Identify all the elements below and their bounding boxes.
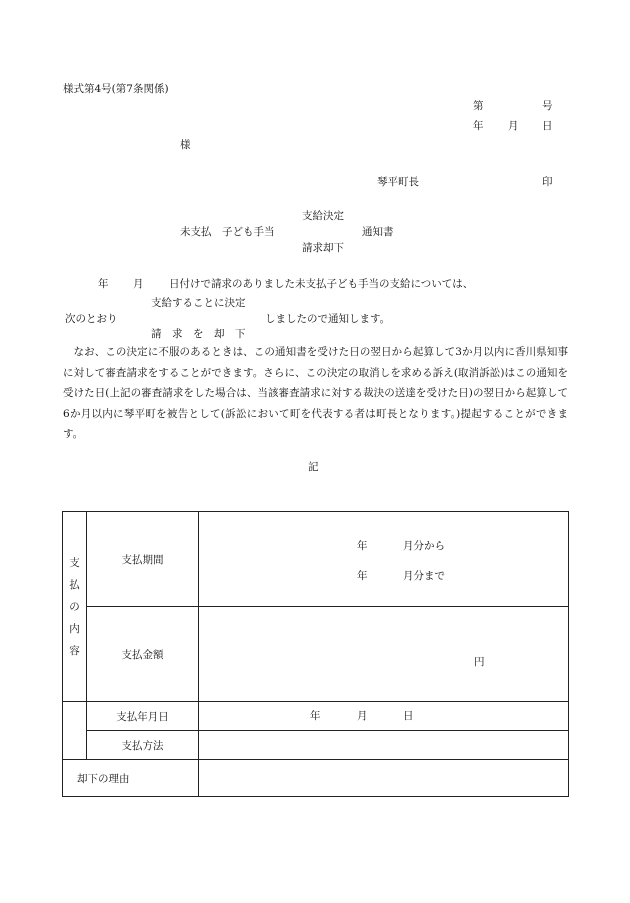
method-row [63,731,569,760]
payment-date-row [63,702,569,731]
title-prefix: 未支払 子ども手当 [180,226,275,238]
title-option-decision: 支給決定 [302,210,344,222]
notice-paragraph: なお、この決定に不服のあるときは、この通知書を受けた日の翌日から起算して3か月以内に香川県知事に対して審査請求をすることができます。さらに、この決定の取消しを求める訴え(取消訴訟)はこの通知を受けた日(上記の審査請求をした場合は、当該審査請求に対する裁決の送達を受けた日)の翌日から起算して6か月以内に琴平町を被告として(訴訟において町を代表する者は町長となります。)提起することができます。 [63,346,568,440]
number-label-go: 号 [542,100,553,112]
title-option-rejection: 請求却下 [302,242,344,254]
payment-date-label: 支払年月日 [87,702,199,731]
group-char: 払 [69,578,80,591]
date-year-label: 年 [473,120,484,132]
period-label: 支払期間 [87,512,199,607]
payment-date-month: 月 [357,710,368,722]
payment-details-table [62,511,569,797]
method-value[interactable] [199,731,569,760]
issuer-name: 琴平町長 [377,176,419,188]
amount-unit: 円 [474,656,485,668]
date-month-label: 月 [508,120,519,132]
reason-value[interactable] [199,760,569,797]
body-option-lower: 請 求 を 却 下 [151,328,246,340]
amount-label: 支払金額 [87,607,199,702]
group-char: の [69,600,80,613]
group-char: 支 [69,556,80,569]
method-label: 支払方法 [87,731,199,760]
form-number: 様式第4号(第7条関係) [63,83,169,95]
amount-row [63,607,569,702]
period-to-year: 年 [357,570,368,582]
group-spacer [63,702,87,731]
body-line2-prefix: 次のとおり [65,313,118,325]
group-char: 内 [69,622,80,635]
payment-date-day: 日 [403,710,414,722]
amount-value[interactable] [199,607,569,702]
body-year-label: 年 [98,278,109,290]
body-option-upper: 支給することに決定 [151,297,246,309]
title-suffix: 通知書 [362,226,394,238]
body-line2-suffix: しましたので通知します。 [265,313,391,325]
body-line1: 日付けで請求のありました未支払子ども手当の支給については、 [169,278,474,290]
reason-label: 却下の理由 [63,760,199,797]
group-char: 容 [69,644,80,657]
period-from-year: 年 [357,540,368,552]
number-label-dai: 第 [473,100,484,112]
addressee-suffix: 様 [180,139,191,151]
reason-row [63,760,569,797]
period-row [63,512,569,607]
payment-date-value[interactable] [199,702,569,731]
period-to-month: 月分まで [403,570,445,582]
date-day-label: 日 [542,120,553,132]
period-value[interactable] [199,512,569,607]
period-from-month: 月分から [403,540,445,552]
ki-heading: 記 [308,461,319,473]
seal-mark: 印 [542,176,553,188]
payment-content-group-label [63,512,87,702]
group-spacer [63,731,87,760]
body-month-label: 月 [133,278,144,290]
payment-date-year: 年 [310,710,321,722]
